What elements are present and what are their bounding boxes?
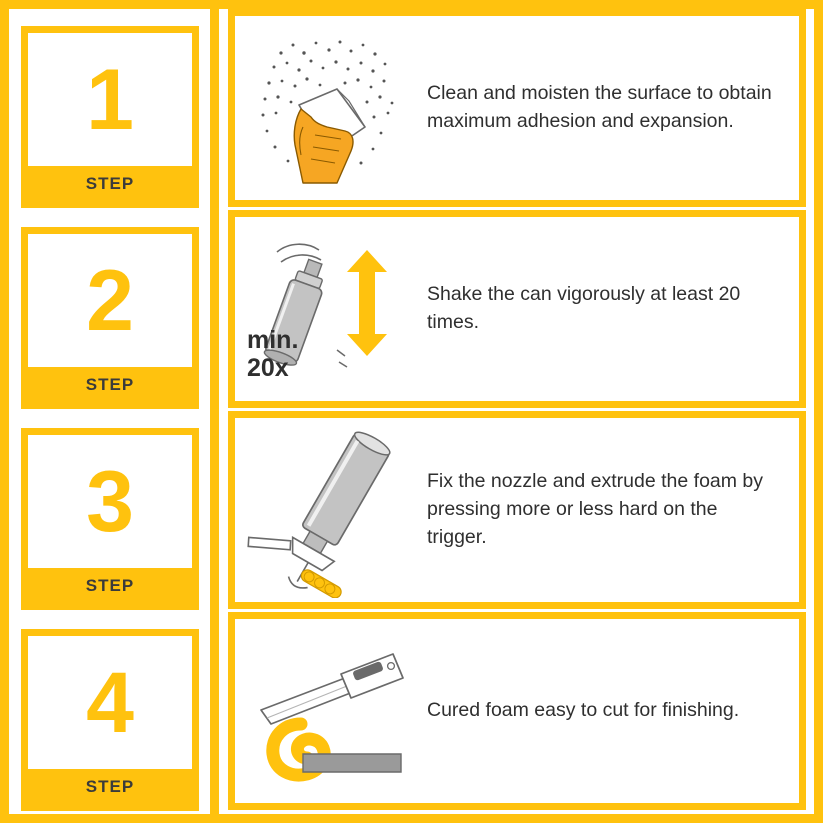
illustration-2 (235, 217, 427, 401)
step-text-2: Shake the can vigorously at least 20 times. (427, 283, 741, 333)
step-text-3: Fix the nozzle and extrude the foam by pressing more or less hard on the trigger. (427, 470, 764, 548)
knife-cutting-cured-foam-icon (241, 626, 421, 796)
step-number-3: 3 (86, 453, 134, 550)
step-text-1: Clean and moisten the surface to obtain maximum adhesion and expansion. (427, 82, 772, 132)
step-row-2 (228, 210, 806, 408)
step-row-4 (228, 612, 806, 810)
step-number-1: 1 (86, 51, 134, 148)
steps-column (9, 9, 210, 814)
step-row-3-inner (235, 418, 799, 602)
content-column (219, 9, 814, 814)
illustration-3 (235, 418, 427, 602)
step-block-2 (21, 227, 199, 409)
column-divider (210, 0, 219, 823)
step-block-4 (21, 629, 199, 811)
step-row-1 (228, 9, 806, 207)
step-label-1: STEP (85, 174, 135, 193)
hand-with-cloth-cleaning-surface-icon (241, 23, 421, 193)
step-number-box-2 (28, 234, 192, 367)
step-block-1 (21, 26, 199, 208)
step-block-3 (21, 428, 199, 610)
step-row-4-inner (235, 619, 799, 803)
step-row-2-inner (235, 217, 799, 401)
step-row-1-inner (235, 16, 799, 200)
step-number-box-3 (28, 435, 192, 568)
step-number-2: 2 (86, 252, 134, 349)
shaking-spray-can-icon (241, 222, 421, 397)
annotation-20x: 20x (247, 353, 289, 382)
annotation-min: min. (247, 325, 299, 354)
illustration-1 (235, 16, 427, 200)
step-label-2: STEP (85, 375, 135, 394)
step-label-4: STEP (85, 777, 135, 796)
foam-gun-dispensing-icon (241, 423, 421, 598)
step-number-4: 4 (86, 654, 134, 751)
step-text-4: Cured foam easy to cut for finishing. (427, 699, 740, 722)
step-number-box-1 (28, 33, 192, 166)
step-label-3: STEP (85, 576, 135, 595)
step-row-3 (228, 411, 806, 609)
step-number-box-4 (28, 636, 192, 769)
illustration-4 (235, 619, 427, 803)
